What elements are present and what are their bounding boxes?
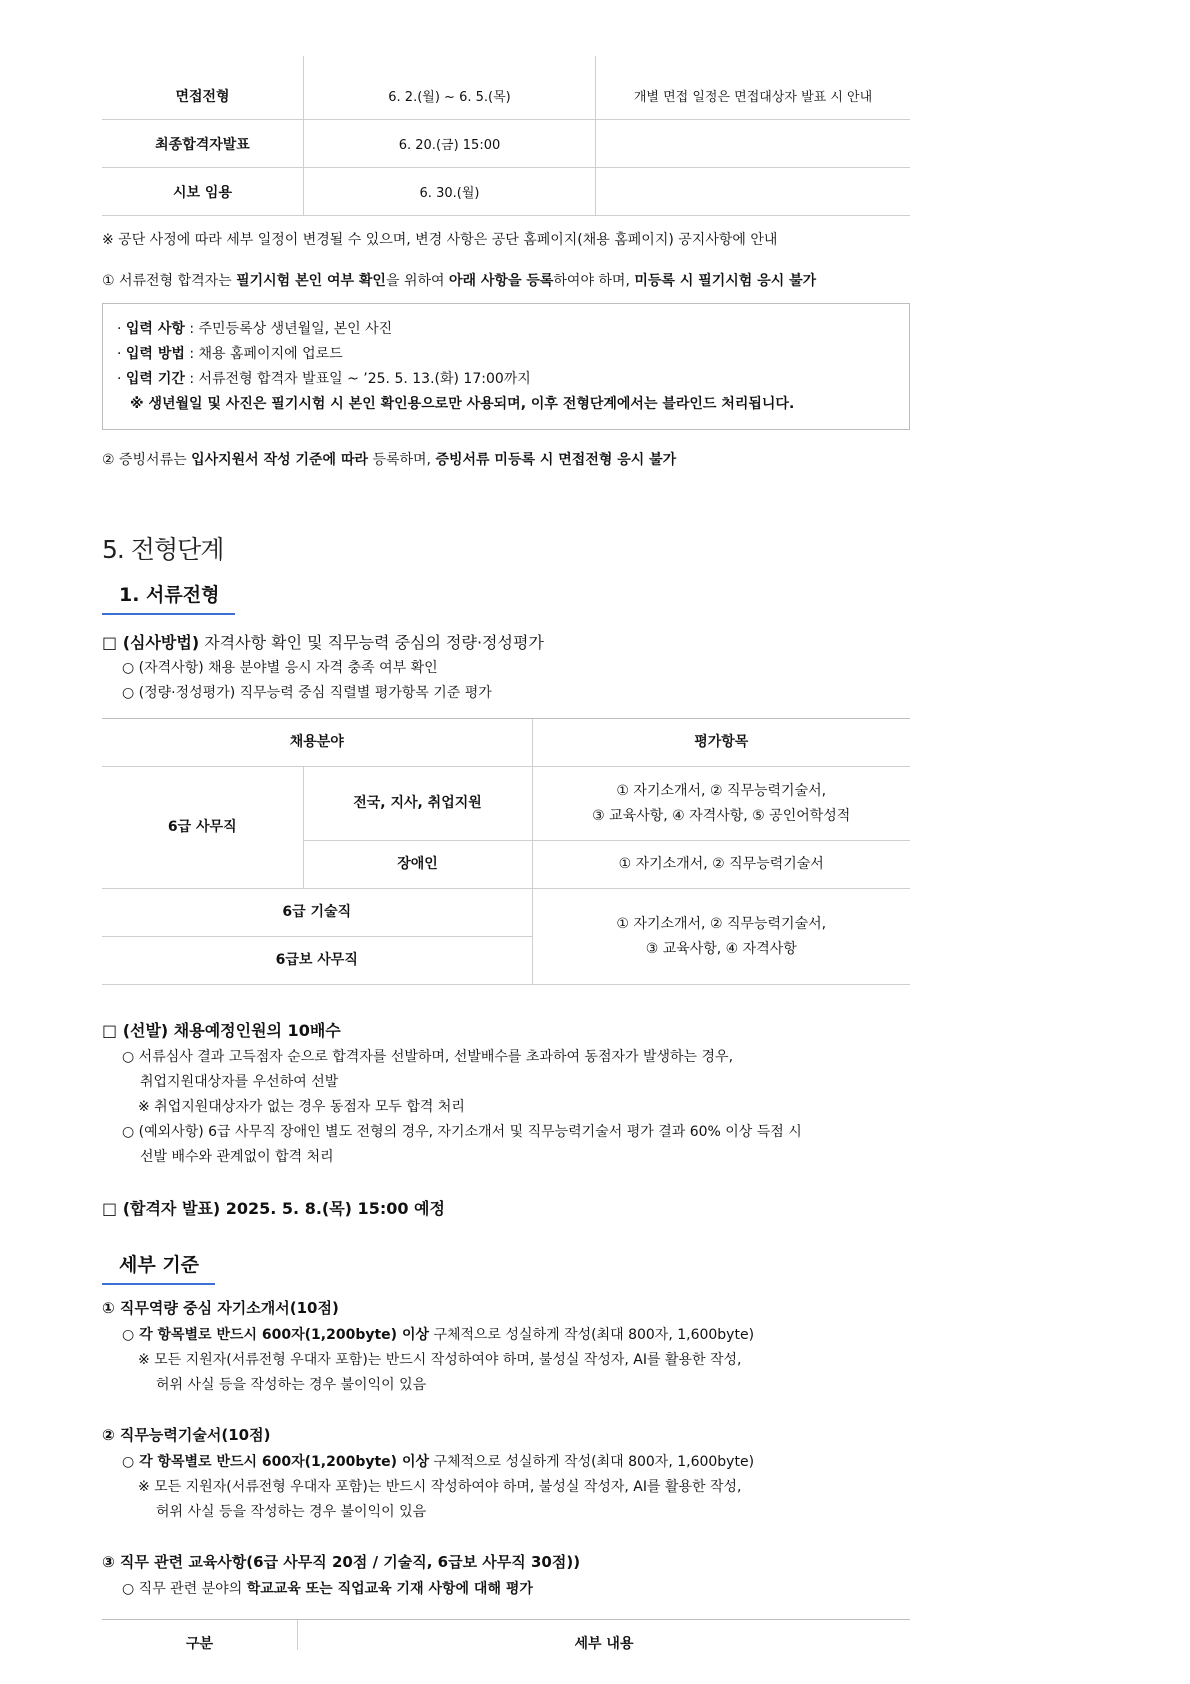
header-field: 채용분야 xyxy=(102,719,532,767)
schedule-stage: 시보 임용 xyxy=(102,168,304,216)
method-heading-bold: □ (심사방법) xyxy=(102,633,200,652)
field-group: 6급 사무직 xyxy=(102,767,303,889)
announce-heading: □ (합격자 발표) 2025. 5. 8.(목) 15:00 예정 xyxy=(102,1199,445,1218)
method-line: ○ (자격사항) 채용 분야별 응시 자격 충족 여부 확인 xyxy=(122,660,438,676)
schedule-date: 6. 30.(월) xyxy=(304,168,596,216)
table-row xyxy=(102,889,910,937)
schedule-stage: 면접전형 xyxy=(102,72,304,120)
field-sub: 전국, 지사, 취업지원 xyxy=(303,767,532,841)
eval-items-line: ③ 교육사항, ④ 자격사항, ⑤ 공인어학성적 xyxy=(592,807,851,824)
schedule-note xyxy=(596,168,911,216)
field-group: 6급 기술직 xyxy=(102,889,532,937)
notice-2 xyxy=(102,449,676,469)
criterion-text: 구체적으로 성실하게 작성(최대 800자, 1,600byte) xyxy=(429,1454,755,1470)
box-note: ※ 생년월일 및 사진은 필기시험 시 본인 확인용으로만 사용되며, 이후 전형단계에서는 블라인드 처리됩니다. xyxy=(130,396,795,412)
notice-1-bold: 필기시험 본인 여부 확인 xyxy=(236,273,386,289)
schedule-table xyxy=(102,56,910,216)
notice-2-text: 등록하며, xyxy=(368,452,436,468)
criterion-note: 허위 사실 등을 작성하는 경우 불이익이 있음 xyxy=(156,1377,427,1393)
selection-line: 선발 배수와 관계없이 합격 처리 xyxy=(140,1149,334,1165)
box-item-text: : 서류전형 합격자 발표일 ~ ’25. 5. 13.(화) 17:00까지 xyxy=(184,371,531,387)
selection-line: 취업지원대상자를 우선하여 선발 xyxy=(140,1074,339,1090)
schedule-note xyxy=(596,120,911,168)
selection-line: ※ 취업지원대상자가 없는 경우 동점자 모두 합격 처리 xyxy=(138,1099,465,1115)
criterion-heading: ① 직무역량 중심 자기소개서(10점) xyxy=(102,1299,339,1317)
education-table-header xyxy=(102,1619,910,1680)
notice-1-bold: 미등록 시 필기시험 응시 불가 xyxy=(634,273,817,289)
criterion-note: ※ 모든 지원자(서류전형 우대자 포함)는 반드시 작성하여야 하며, 불성실 작성자, AI를 활용한 작성, xyxy=(138,1479,742,1495)
schedule-date: 6. 20.(금) 15:00 xyxy=(304,120,596,168)
header-detail: 세부 내용 xyxy=(574,1636,634,1652)
input-info-box xyxy=(102,303,910,430)
notice-1-text: 하여야 하며, xyxy=(553,273,635,289)
notice-1-text: ① 서류전형 합격자는 xyxy=(102,273,237,289)
criterion-line xyxy=(122,1451,754,1471)
box-item-text: : 채용 홈페이지에 업로드 xyxy=(184,346,343,362)
criterion-bold: 학교교육 또는 직업교육 기재 사항에 대해 평가 xyxy=(246,1581,533,1597)
schedule-table-wrap xyxy=(102,56,910,216)
schedule-stage: 최종합격자발표 xyxy=(102,120,304,168)
selection-line: ○ 서류심사 결과 고득점자 순으로 합격자를 선발하며, 선발배수를 초과하여 동점자가 발생하는 경우, xyxy=(122,1049,734,1065)
schedule-date: 6. 2.(월) ~ 6. 5.(목) xyxy=(304,72,596,120)
criterion-note: 허위 사실 등을 작성하는 경우 불이익이 있음 xyxy=(156,1504,427,1520)
field-sub: 장애인 xyxy=(303,841,532,889)
criterion-heading: ③ 직무 관련 교육사항(6급 사무직 20점 / 기술직, 6급보 사무직 30점)) xyxy=(102,1553,581,1571)
box-item-label: 입력 사항 xyxy=(125,321,185,337)
eval-items xyxy=(532,767,910,841)
box-item-label: 입력 방법 xyxy=(125,346,185,362)
header-items: 평가항목 xyxy=(532,719,910,767)
criterion-line xyxy=(122,1578,533,1598)
box-item-label: 입력 기간 xyxy=(125,371,185,387)
notice-2-text: ② 증빙서류는 xyxy=(102,452,192,468)
box-item: · 입력 기간 : 서류전형 합격자 발표일 ~ ’25. 5. 13.(화) 17:00까지 xyxy=(117,371,531,387)
box-item: · 입력 사항 : 주민등록상 생년월일, 본인 사진 xyxy=(117,321,393,337)
selection-line: ○ (예외사항) 6급 사무직 장애인 별도 전형의 경우, 자기소개서 및 직무능력기술서 평가 결과 60% 이상 득점 시 xyxy=(122,1124,802,1140)
eval-items: ① 자기소개서, ② 직무능력기술서 xyxy=(532,841,910,889)
schedule-note: 개별 면접 일정은 면접대상자 발표 시 안내 xyxy=(596,72,911,120)
criterion-text: ○ 직무 관련 분야의 xyxy=(122,1581,247,1597)
notice-1-text: 을 위하여 xyxy=(385,273,449,289)
evaluation-table xyxy=(102,718,910,985)
header-category: 구분 xyxy=(185,1636,214,1652)
schedule-row xyxy=(102,120,910,168)
schedule-row xyxy=(102,72,910,120)
criterion-text: 구체적으로 성실하게 작성(최대 800자, 1,600byte) xyxy=(429,1327,755,1343)
selection-heading: □ (선발) 채용예정인원의 10배수 xyxy=(102,1021,341,1040)
criterion-note: ※ 모든 지원자(서류전형 우대자 포함)는 반드시 작성하여야 하며, 불성실 작성자, AI를 활용한 작성, xyxy=(138,1352,742,1368)
detail-title: 세부 기준 xyxy=(102,1250,215,1285)
section-title: 5. 전형단계 xyxy=(102,535,224,564)
criterion-bold: ○ 각 항목별로 반드시 600자(1,200byte) 이상 xyxy=(122,1327,429,1343)
table-row xyxy=(102,767,910,841)
box-item-text: : 주민등록상 생년월일, 본인 사진 xyxy=(184,321,393,337)
box-item: · 입력 방법 : 채용 홈페이지에 업로드 xyxy=(117,346,343,362)
method-heading-text: 자격사항 확인 및 직무능력 중심의 정량·정성평가 xyxy=(199,633,544,652)
method-heading xyxy=(102,630,544,653)
notice-1 xyxy=(102,270,816,290)
eval-items-line: ③ 교육사항, ④ 자격사항 xyxy=(645,940,797,957)
criterion-line xyxy=(122,1324,754,1344)
eval-items-line: ① 자기소개서, ② 직무능력기술서, xyxy=(616,782,827,799)
eval-items-line: ① 자기소개서, ② 직무능력기술서, xyxy=(616,915,827,932)
criterion-bold: ○ 각 항목별로 반드시 600자(1,200byte) 이상 xyxy=(122,1454,429,1470)
notice-2-bold: 증빙서류 미등록 시 면접전형 응시 불가 xyxy=(435,452,677,468)
eval-items xyxy=(532,889,910,985)
subsection-title: 1. 서류전형 xyxy=(102,580,235,615)
method-line: ○ (정량·정성평가) 직무능력 중심 직렬별 평가항목 기준 평가 xyxy=(122,685,492,701)
schedule-footnote: ※ 공단 사정에 따라 세부 일정이 변경될 수 있으며, 변경 사항은 공단 홈페이지(채용 홈페이지) 공지사항에 안내 xyxy=(102,232,778,248)
field-group: 6급보 사무직 xyxy=(102,937,532,985)
notice-1-bold: 아래 사항을 등록 xyxy=(448,273,554,289)
evaluation-table-header xyxy=(102,719,910,767)
criterion-heading: ② 직무능력기술서(10점) xyxy=(102,1426,271,1444)
notice-2-bold: 입사지원서 작성 기준에 따라 xyxy=(191,452,368,468)
schedule-row xyxy=(102,168,910,216)
